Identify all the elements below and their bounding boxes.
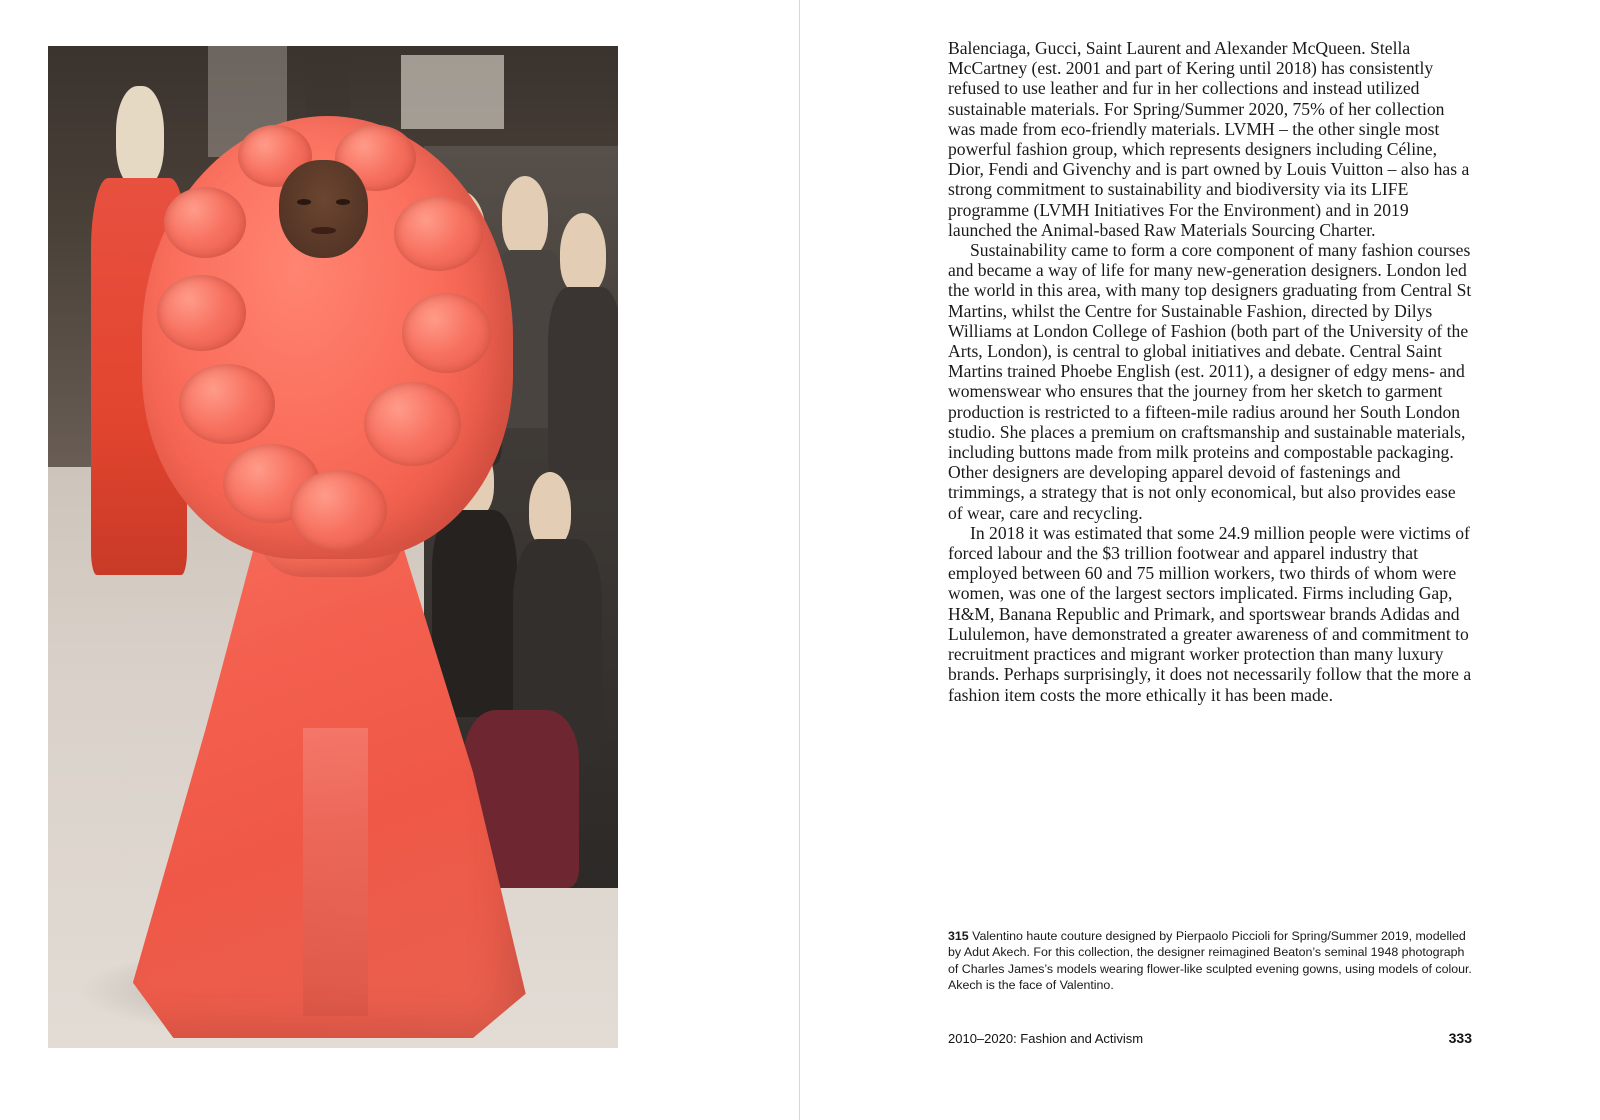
gown-rosette-hood <box>142 116 513 558</box>
rosette <box>290 470 387 550</box>
running-footer: 2010–2020: Fashion and Activism <box>948 1031 1144 1046</box>
rosette <box>394 196 483 271</box>
gown-skirt-fold <box>303 728 368 1016</box>
runway-photograph <box>48 46 618 1048</box>
rosette <box>364 382 461 466</box>
rosette <box>157 275 246 350</box>
audience-head <box>560 213 607 295</box>
eye-right <box>336 199 350 205</box>
folio-page-number: 333 <box>1448 1030 1472 1046</box>
audience-body <box>548 287 618 480</box>
figure-caption <box>948 928 1472 994</box>
right-page <box>800 0 1600 1120</box>
page-footer <box>948 1030 1472 1046</box>
rosette <box>402 293 491 373</box>
paragraph-3: In 2018 it was estimated that some 24.9 million people were victims of forced labour and the $3 trillion footwear and apparel industry that employed between 60 and 75 million workers, two thirds of whom were women, was one of the largest sectors implicated. Firms including Gap, H&M, Banana Republic and Primark, and sportswear brands Adidas and Lululemon, have demonstrated a greater awareness of and commitment to recruitment practices and migrant worker protection than many luxury brands. Perhaps surprisingly, it does not necessarily follow that the more a fashion item costs the more ethically it has been made. <box>948 522 1472 705</box>
paragraph-1: Balenciaga, Gucci, Saint Laurent and Alexander McQueen. Stella McCartney (est. 2001 and part of Kering until 2018) has consistently refused to use leather and fur in her collections and instead utilized sustainable materials. For Spring/Summer 2020, 75% of her collection was made from eco-friendly materials. LVMH – the other single most powerful fashion group, which represents designers including Céline, Dior, Fendi and Givenchy and is part owned by Louis Vuitton – also has a strong commitment to sustainability and biodiversity via its LIFE programme (LVMH Initiatives For the Environment) and in 2019 launched the Animal-based Raw Materials Sourcing Charter. <box>948 38 1470 240</box>
rosette <box>179 364 276 444</box>
rosette <box>164 187 246 258</box>
model-face <box>279 160 368 257</box>
photo-scene <box>48 46 618 1048</box>
paragraph-2: Sustainability came to form a core component of many fashion courses and became a way of life for many new-generation designers. London led the world in this area, with many top designers graduating from Central St Martins, whilst the Centre for Sustainable Fashion, directed by Dilys Williams at London College of Fashion (both part of the University of the Arts, London), is central to global initiatives and debate. Central Saint Martins trained Phoebe English (est. 2011), a designer of edgy mens- and womenswear who ensures that the journey from her sketch to garment production is restricted to a fifteen-mile radius around her South London studio. She places a premium on craftsmanship and sustainable materials, including buttons made from milk proteins and compostable packaging. Other designers are developing apparel devoid of fastenings and trimmings, a strategy that is not only economical, but also provides ease of wear, care and recycling. <box>948 240 1472 523</box>
eye-left <box>297 199 311 205</box>
lips <box>311 227 336 235</box>
caption-text: Valentino haute couture designed by Pierpaolo Piccioli for Spring/Summer 2019, modelled by Adut Akech. For this collection, the designer reimagined Beaton’s seminal 1948 photograph of Charles James’s models wearing flower-like sculpted evening gowns, using models of colour. Akech is the face of Valentino. <box>948 929 1472 993</box>
body-text-column <box>948 38 1472 705</box>
caption-number: 315 <box>948 929 969 943</box>
model-adut-akech <box>116 116 538 1038</box>
